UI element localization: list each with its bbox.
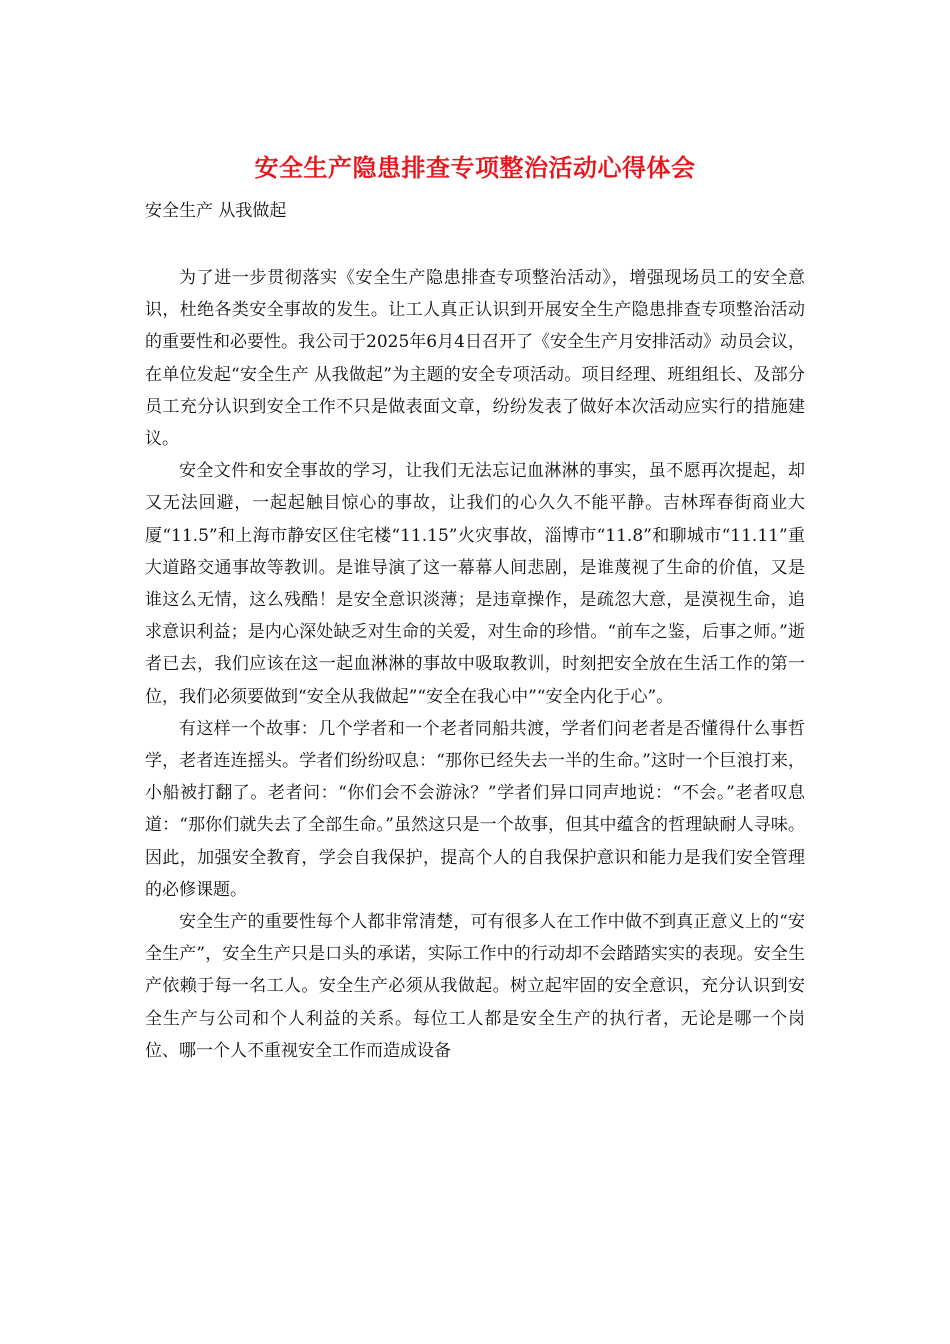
- body-paragraph: 安全生产的重要性每个人都非常清楚，可有很多人在工作中做不到真正意义上的“安全生产”，安全生产只是口头的承诺，实际工作中的行动却不会踏踏实实的表现。安全生产依赖于每一名工人。安全生产必须从我做起。树立起牢固的安全意识，充分认识到安全生产与公司和个人利益的关系。每位工人都是安全生产的执行者，无论是哪一个岗位、哪一个人不重视安全工作而造成设备: [145, 912, 805, 1061]
- document-subtitle: 安全生产 从我做起: [145, 201, 287, 221]
- body-paragraph: 为了进一步贯彻落实《安全生产隐患排查专项整治活动》，增强现场员工的安全意识，杜绝各类安全事故的发生。让工人真正认识到开展安全生产隐患排查专项整治活动的重要性和必要性。我公司于2025年6月4日召开了《安全生产月安排活动》动员会议，在单位发起“安全生产 从我做起”为主题的安全专项活动。项目经理、班组组长、及部分员工充分认识到安全工作不只是做表面文章，纷纷发表了做好本次活动应实行的措施建议。: [145, 268, 805, 450]
- body-paragraph: 安全文件和安全事故的学习，让我们无法忘记血淋淋的事实，虽不愿再次提起，却又无法回避，一起起触目惊心的事故，让我们的心久久不能平静。吉林珲春街商业大厦“11.5”和上海市静安区住宅楼“11.15”火灾事故，淄博市“11.8”和聊城市“11.11”重大道路交通事故等教训。是谁导演了这一幕幕人间悲剧，是谁蔑视了生命的价值，又是谁这么无情，这么残酷！是安全意识淡薄；是违章操作，是疏忽大意，是漠视生命，追求意识利益；是内心深处缺乏对生命的关爱，对生命的珍惜。“前车之鉴，后事之师。”逝者已去，我们应该在这一起血淋淋的事故中吸取教训，时刻把安全放在生活工作的第一位，我们必须要做到“安全从我做起”“安全在我心中”“安全内化于心”。: [145, 461, 805, 707]
- document-body: [145, 262, 805, 1067]
- body-paragraph: 有这样一个故事：几个学者和一个老者同船共渡，学者们问老者是否懂得什么事哲学，老者连连摇头。学者们纷纷叹息：“那你已经失去一半的生命。”这时一个巨浪打来，小船被打翻了。老者问：“你们会不会游泳？”学者们异口同声地说：“不会。”老者叹息道：“那你们就失去了全部生命。”虽然这只是一个故事，但其中蕴含的哲理缺耐人寻味。因此，加强安全教育，学会自我保护，提高个人的自我保护意识和能力是我们安全管理的必修课题。: [145, 718, 805, 900]
- document-title: 安全生产隐患排查专项整治活动心得体会: [254, 153, 696, 182]
